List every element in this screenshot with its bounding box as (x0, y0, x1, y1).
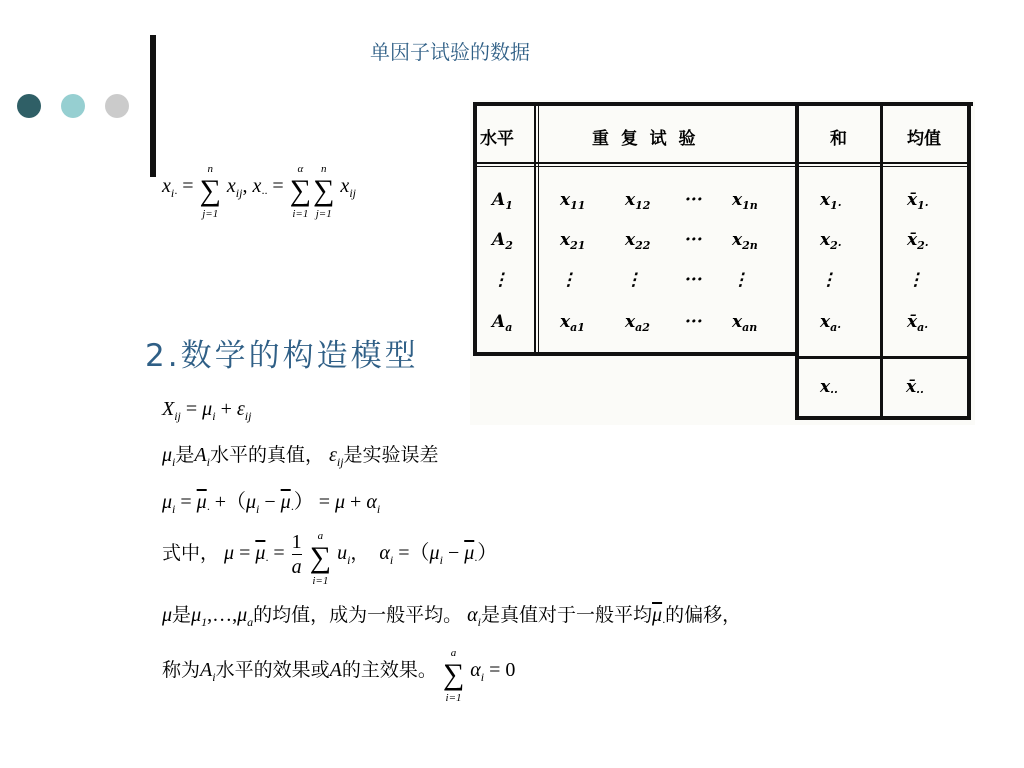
table-cell-level: $A_a$ (492, 312, 513, 334)
table-cell-cn: $x_{1n}$ (732, 190, 758, 212)
table-cell-cn: $x_{an}$ (732, 312, 758, 334)
table-cell-sum: $x_{a\cdot}$ (820, 312, 842, 334)
table-cell-cn: $x_{2n}$ (732, 230, 758, 252)
sum-sign-3: ∑ n j=1 (313, 163, 335, 220)
header-sum: 和 (830, 129, 847, 149)
table-cell-cn: ⋮ (732, 270, 749, 290)
table-rules (470, 100, 975, 425)
table-cell-sum: $x_{2\cdot}$ (820, 230, 842, 252)
sum-sign-2: ∑ α i=1 (289, 163, 312, 220)
model-line-2: $\mu_i$是$A_i$水平的真值， $\varepsilon_{ij}$是实验误差 (162, 444, 439, 469)
data-table-image (470, 100, 975, 425)
table-cell-c2: $x_{a2}$ (625, 312, 650, 334)
table-cell-level: ⋮ (492, 270, 509, 290)
table-cell-level: $A_1$ (492, 190, 513, 212)
sum-sign-5: ∑ a i=1 (442, 647, 465, 704)
model-equation-3: $\mu_i = \overline{\mu}_\cdot +(\mu_i - \overline{\mu}_\cdot) = \mu + \alpha_i$ (162, 491, 381, 516)
table-cell-c1: $x_{a1}$ (560, 312, 585, 334)
table-cell-dots: ··· (685, 230, 703, 250)
model-line-6: 称为$A_i$水平的效果或A的主效果。 ∑ a i=1 $\alpha_i = 0$ (162, 647, 516, 704)
table-cell-c2: $x_{22}$ (625, 230, 651, 252)
table-cell-c2: ⋮ (625, 270, 642, 290)
total-mean: $x̄_{\cdot\cdot}$ (906, 377, 924, 399)
table-cell-c1: $x_{11}$ (560, 190, 586, 212)
model-equation-1: $X_{ij} = \mu_i + \varepsilon_{ij}$ (162, 398, 252, 423)
table-cell-mean: $x̄_{a\cdot}$ (907, 312, 929, 334)
formula-lhs1-sub: i· (170, 186, 178, 200)
total-sum: $x_{\cdot\cdot}$ (820, 377, 838, 399)
sum-formula: $x_{i\cdot}$ = ∑ n j=1 $x_{ij}$, $x_{\cdot\cdot}$ = ∑ α i=1 ∑ n j=1 $x_{ij}$ (162, 163, 356, 220)
section-heading: 2.数学的构造模型 (145, 338, 419, 374)
table-cell-dots: ··· (685, 312, 703, 332)
table-cell-c2: $x_{12}$ (625, 190, 651, 212)
decor-dot-gray (105, 94, 129, 118)
table-cell-dots: ··· (685, 270, 703, 290)
table-cell-level: $A_2$ (492, 230, 513, 252)
sum-sign-4: ∑ a i=1 (309, 530, 332, 587)
table-cell-mean: ⋮ (907, 270, 924, 290)
fraction-1-over-a: $\frac{1}{a}$ (291, 530, 302, 578)
slide-title: 单因子试验的数据 (370, 40, 530, 64)
table-cell-mean: $x̄_{1\cdot}$ (907, 190, 929, 212)
formula-lhs1: x (162, 175, 171, 197)
decor-dot-teal (61, 94, 85, 118)
decor-vertical-bar (150, 35, 156, 177)
table-cell-c1: $x_{21}$ (560, 230, 586, 252)
header-mean: 均值 (907, 129, 941, 149)
header-replicates: 重 复 试 验 (592, 129, 696, 149)
table-cell-mean: $x̄_{2\cdot}$ (907, 230, 929, 252)
model-line-5: μ是$\mu_1,\dots,\mu_a$的均值，成为一般平均。 $\alpha_i$是真值对于一般平均$\overline{\mu}_\cdot$的偏移， (162, 604, 742, 629)
model-equation-4: 式中， $\mu = \overline{\mu}_\cdot$ = $\frac{1}{a}$ ∑ a i=1 $u_i$， $\alpha_i =(\mu_i - \overline{\mu}_\cdot)$ (162, 530, 498, 587)
sum-sign-1: ∑ n j=1 (199, 163, 221, 220)
decor-dot-dark (17, 94, 41, 118)
table-cell-c1: ⋮ (560, 270, 577, 290)
table-cell-sum: ⋮ (820, 270, 837, 290)
table-cell-sum: $x_{1\cdot}$ (820, 190, 842, 212)
header-level: 水平 (480, 129, 514, 149)
table-cell-dots: ··· (685, 190, 703, 210)
